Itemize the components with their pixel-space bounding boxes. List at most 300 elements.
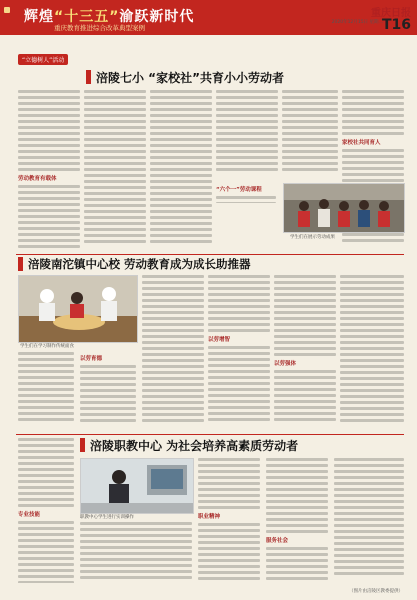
text-line [208, 352, 270, 355]
text-line [18, 412, 74, 415]
text-line [18, 557, 74, 560]
text-line [198, 571, 260, 574]
text-line [208, 305, 270, 308]
text-line [150, 96, 212, 99]
text-line [266, 518, 328, 521]
article1-column-5 [282, 90, 338, 180]
text-line [266, 553, 328, 556]
text-line [18, 504, 74, 507]
text-line [18, 364, 74, 367]
text-line [84, 156, 146, 159]
text-line [342, 114, 404, 117]
article3-headline: 涪陵职教中心 为社会培养高素质劳动者 [90, 439, 299, 453]
text-line [282, 102, 338, 105]
text-line [84, 114, 146, 117]
text-line [334, 536, 404, 539]
text-line [266, 530, 328, 533]
text-line [18, 545, 74, 548]
headline-marker [86, 70, 91, 84]
text-line [266, 571, 328, 574]
text-line [142, 377, 204, 380]
text-line [18, 191, 80, 194]
article3-subhead-3: 服务社会 [266, 538, 289, 544]
text-line [208, 317, 270, 320]
header-rule [0, 33, 417, 35]
text-line [142, 287, 204, 290]
text-line [18, 581, 74, 583]
text-line [274, 376, 336, 379]
text-line [274, 317, 336, 320]
text-line [18, 168, 80, 171]
text-line [208, 364, 270, 367]
text-line [342, 132, 404, 135]
text-line [208, 370, 270, 373]
article2-subhead-1: 以劳育德 [80, 356, 103, 362]
text-line [340, 413, 404, 416]
text-line [80, 552, 192, 555]
article1-column-3 [150, 90, 212, 250]
text-line [150, 168, 212, 171]
text-line [84, 108, 146, 111]
text-line [84, 240, 146, 243]
text-line [84, 126, 146, 129]
text-line [340, 347, 404, 350]
text-line [216, 168, 278, 171]
text-line [274, 412, 336, 415]
text-line [266, 476, 328, 479]
text-line [342, 120, 404, 123]
text-line [84, 120, 146, 123]
students-photo-graphic [284, 184, 404, 232]
text-line [150, 204, 212, 207]
text-line [208, 287, 270, 290]
text-line [150, 240, 212, 243]
text-line [340, 419, 404, 422]
article2-photo [18, 275, 138, 343]
text-line [334, 476, 404, 479]
text-line [142, 371, 204, 374]
text-line [18, 388, 74, 391]
text-line [266, 506, 328, 509]
text-line [150, 198, 212, 201]
text-line [340, 383, 404, 386]
text-line [274, 323, 336, 326]
text-line [142, 407, 204, 410]
text-line [342, 90, 404, 93]
text-line [340, 293, 404, 296]
text-line [80, 389, 136, 392]
text-line [266, 464, 328, 467]
article2-column-6 [340, 275, 404, 432]
text-line [208, 346, 270, 349]
section-divider-1 [16, 254, 404, 255]
text-line [208, 418, 270, 421]
text-line [216, 120, 278, 123]
text-line [150, 126, 212, 129]
text-line [266, 482, 328, 485]
text-line [274, 388, 336, 391]
text-line [18, 563, 74, 566]
text-line [216, 126, 278, 129]
text-line [282, 150, 338, 153]
text-line [18, 132, 80, 135]
text-line [334, 464, 404, 467]
text-line [208, 275, 270, 278]
text-line [342, 126, 404, 129]
text-line [282, 168, 338, 171]
text-line [18, 114, 80, 117]
text-line [142, 419, 204, 422]
text-line [198, 500, 260, 503]
header-right [301, 4, 411, 42]
text-line [18, 352, 74, 355]
text-line [334, 530, 404, 533]
photo3-caption: 职教中心学生进行实训操作 [80, 515, 134, 520]
text-line [80, 540, 192, 543]
text-line [150, 132, 212, 135]
text-line [274, 299, 336, 302]
text-line [142, 305, 204, 308]
text-line [80, 564, 192, 567]
text-line [18, 569, 74, 572]
text-line [84, 180, 146, 183]
text-line [150, 108, 212, 111]
text-line [18, 418, 74, 421]
article3-column-4 [266, 458, 328, 584]
text-line [334, 554, 404, 557]
text-line [150, 174, 212, 177]
article1-subhead-3: 家校社共同育人 [342, 140, 381, 146]
text-line [274, 370, 336, 373]
cooking-photo-graphic [19, 276, 137, 342]
text-line [18, 245, 80, 248]
section-divider-2 [16, 434, 404, 435]
text-line [80, 558, 192, 561]
text-line [80, 371, 136, 374]
text-line [334, 548, 404, 551]
text-line [142, 329, 204, 332]
text-line [340, 395, 404, 398]
text-line [340, 389, 404, 392]
text-line [18, 438, 74, 441]
text-line [334, 560, 404, 563]
banner-title-prefix: 辉煌 [24, 9, 54, 25]
text-line [334, 512, 404, 515]
text-line [18, 227, 80, 230]
article1-subhead-2: “六个一”劳动课程 [216, 187, 262, 193]
text-line [142, 311, 204, 314]
text-line [342, 179, 404, 182]
text-line [18, 551, 74, 554]
text-line [18, 498, 74, 501]
text-line [142, 335, 204, 338]
article3-subhead-2: 职业精神 [198, 514, 221, 520]
text-line [18, 150, 80, 153]
text-line [198, 565, 260, 568]
text-line [274, 382, 336, 385]
text-line [198, 553, 260, 556]
text-line [18, 221, 80, 224]
text-line [18, 492, 74, 495]
article2-subhead-3: 以劳强体 [274, 361, 297, 367]
banner-subtitle: 重庆教育推进综合改革典型案例 [54, 24, 145, 32]
text-line [340, 317, 404, 320]
text-line [18, 533, 74, 536]
article1-column-2 [84, 90, 146, 250]
text-line [342, 167, 404, 170]
text-line [208, 329, 270, 332]
text-line [84, 138, 146, 141]
text-line [18, 382, 74, 385]
article1-photo [283, 183, 405, 233]
text-line [18, 480, 74, 483]
text-line [216, 144, 278, 147]
article2-column-5 [274, 275, 336, 432]
text-line [274, 347, 336, 350]
text-line [334, 542, 404, 545]
text-line [150, 144, 212, 147]
text-line [84, 228, 146, 231]
text-line [84, 222, 146, 225]
text-line [18, 406, 74, 409]
text-line [84, 132, 146, 135]
text-line [208, 358, 270, 361]
training-photo-graphic [81, 459, 193, 513]
text-line [150, 114, 212, 117]
text-line [342, 96, 404, 99]
article3-subhead-1: 专业技能 [18, 512, 41, 518]
text-line [18, 126, 80, 129]
text-line [18, 456, 74, 459]
text-line [334, 506, 404, 509]
text-line [18, 197, 80, 200]
text-line [18, 215, 80, 218]
text-line [18, 233, 80, 236]
text-line [216, 202, 276, 203]
text-line [84, 234, 146, 237]
section-tag: “立德树人”活动 [18, 54, 68, 65]
text-line [80, 401, 136, 404]
text-line [340, 401, 404, 404]
text-line [274, 400, 336, 403]
text-line [216, 196, 276, 199]
text-line [150, 228, 212, 231]
text-line [142, 401, 204, 404]
text-line [208, 299, 270, 302]
text-line [150, 234, 212, 237]
text-line [274, 329, 336, 332]
text-line [18, 144, 80, 147]
text-line [274, 335, 336, 338]
text-line [216, 138, 278, 141]
text-line [340, 329, 404, 332]
article3-column-2 [80, 522, 192, 584]
text-line [80, 546, 192, 549]
text-line [334, 518, 404, 521]
text-line [150, 216, 212, 219]
text-line [208, 400, 270, 403]
text-line [208, 281, 270, 284]
text-line [216, 96, 278, 99]
text-line [266, 494, 328, 497]
text-line [216, 90, 278, 93]
text-line [80, 413, 136, 416]
text-line [198, 488, 260, 491]
text-line [282, 144, 338, 147]
text-line [80, 576, 192, 579]
article1-column-1 [18, 90, 80, 250]
text-line [340, 371, 404, 374]
text-line [208, 412, 270, 415]
text-line [334, 572, 404, 575]
text-line [266, 559, 328, 562]
text-line [142, 323, 204, 326]
text-line [208, 388, 270, 391]
text-line [150, 186, 212, 189]
text-line [334, 494, 404, 497]
text-line [18, 358, 74, 361]
article2-column-3 [142, 275, 204, 432]
text-line [342, 108, 404, 111]
text-line [142, 281, 204, 284]
text-line [208, 311, 270, 314]
article3-column-5 [334, 458, 404, 584]
text-line [340, 323, 404, 326]
text-line [340, 353, 404, 356]
text-line [282, 132, 338, 135]
text-line [18, 394, 74, 397]
text-line [340, 305, 404, 308]
text-line [18, 96, 80, 99]
dateline: 2020年12月15日 星期二 [331, 20, 383, 25]
text-line [84, 204, 146, 207]
text-line [274, 418, 336, 421]
text-line [84, 210, 146, 213]
photo1-caption: 学生们在展示劳动成果 [290, 235, 335, 240]
text-line [84, 216, 146, 219]
text-line [282, 90, 338, 93]
article2-column-1 [18, 352, 74, 432]
text-line [198, 482, 260, 485]
article2-column-4 [208, 275, 270, 432]
text-line [80, 534, 192, 537]
text-line [80, 383, 136, 386]
text-line [274, 275, 336, 278]
text-line [340, 311, 404, 314]
text-line [150, 192, 212, 195]
text-line [142, 359, 204, 362]
article3-column-3 [198, 458, 260, 584]
text-line [80, 528, 192, 531]
text-line [266, 500, 328, 503]
text-line [208, 394, 270, 397]
text-line [198, 541, 260, 544]
text-line [18, 239, 80, 242]
text-line [84, 192, 146, 195]
text-line [342, 161, 404, 164]
text-line [274, 305, 336, 308]
text-line [18, 474, 74, 477]
text-line [216, 132, 278, 135]
article2-column-2 [80, 352, 136, 432]
text-line [18, 450, 74, 453]
text-line [198, 559, 260, 562]
text-line [18, 468, 74, 471]
article1-headline: 涪陵七小 “家校社”共育小小劳动者 [96, 71, 284, 85]
text-line [84, 162, 146, 165]
text-line [266, 458, 328, 461]
text-line [84, 90, 146, 93]
banner-ornament [4, 7, 10, 13]
text-line [342, 102, 404, 105]
text-line [198, 458, 260, 461]
text-line [282, 156, 338, 159]
text-line [216, 102, 278, 105]
text-line [198, 464, 260, 467]
text-line [80, 365, 136, 368]
article2-subhead-2: 以劳增智 [208, 337, 231, 343]
article1-subhead-block [216, 183, 276, 203]
text-line [340, 341, 404, 344]
text-line [18, 156, 80, 159]
text-line [18, 376, 74, 379]
text-line [84, 150, 146, 153]
text-line [80, 419, 136, 422]
article3-photo [80, 458, 194, 514]
text-line [84, 102, 146, 105]
text-line [334, 524, 404, 527]
page-number: T16 [381, 17, 411, 33]
text-line [150, 90, 212, 93]
text-line [18, 203, 80, 206]
text-line [142, 317, 204, 320]
text-line [216, 108, 278, 111]
text-line [274, 406, 336, 409]
text-line [266, 547, 328, 550]
text-line [216, 162, 278, 165]
text-line [80, 395, 136, 398]
text-line [142, 299, 204, 302]
text-line [198, 529, 260, 532]
text-line [198, 535, 260, 538]
text-line [150, 156, 212, 159]
text-line [150, 150, 212, 153]
headline-marker-2 [18, 257, 23, 271]
text-line [216, 114, 278, 117]
text-line [142, 353, 204, 356]
article3-column-1 [18, 438, 74, 583]
text-line [142, 413, 204, 416]
text-line [142, 275, 204, 278]
text-line [274, 341, 336, 344]
text-line [208, 376, 270, 379]
banner-title-suffix: 渝跃新时代 [119, 9, 195, 25]
text-line [18, 527, 74, 530]
text-line [142, 341, 204, 344]
text-line [198, 523, 260, 526]
text-line [282, 96, 338, 99]
text-line [216, 156, 278, 159]
text-line [150, 162, 212, 165]
text-line [18, 370, 74, 373]
banner-title-highlight: “十三五” [54, 9, 120, 25]
text-line [340, 335, 404, 338]
text-line [142, 347, 204, 350]
text-line [84, 198, 146, 201]
text-line [142, 383, 204, 386]
text-line [84, 96, 146, 99]
text-line [340, 407, 404, 410]
